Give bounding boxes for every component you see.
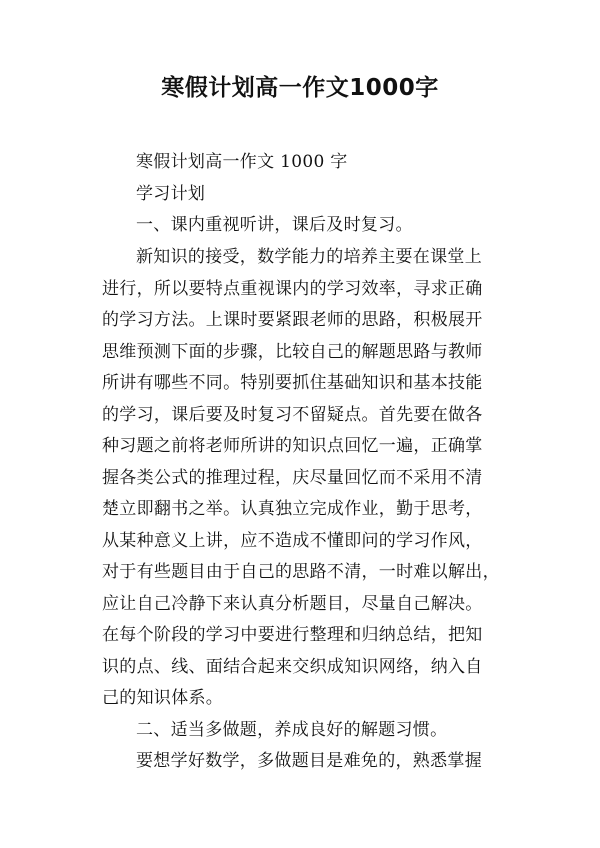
document-title: 寒假计划高一作文1000字 bbox=[161, 75, 439, 101]
body-line: 的学习方法。上课时要紧跟老师的思路，积极展开 bbox=[102, 310, 483, 330]
subtitle-line: 寒假计划高一作文 1000 字 bbox=[136, 152, 348, 172]
body-line: 己的知识体系。 bbox=[102, 688, 224, 708]
body-line: 楚立即翻书之举。认真独立完成作业，勤于思考， bbox=[102, 499, 483, 519]
body-line: 在每个阶段的学习中要进行整理和归纳总结，把知 bbox=[102, 625, 483, 645]
section-heading: 学习计划 bbox=[136, 184, 206, 204]
body-line: 从某种意义上讲，应不造成不懂即问的学习作风， bbox=[102, 531, 483, 551]
body-line: 思维预测下面的步骤，比较自己的解题思路与教师 bbox=[102, 342, 483, 362]
body-line: 所讲有哪些不同。特别要抓住基础知识和基本技能 bbox=[102, 373, 483, 393]
body-line: 握各类公式的推理过程，庆尽量回忆而不采用不清 bbox=[102, 468, 483, 488]
point-heading-1: 一、课内重视听讲，课后及时复习。 bbox=[136, 215, 413, 235]
body-line: 应让自己冷静下来认真分析题目，尽量自己解决。 bbox=[102, 594, 483, 614]
body-line: 要想学好数学，多做题目是难免的，熟悉掌握 bbox=[136, 751, 482, 771]
body-line: 识的点、线、面结合起来交织成知识网络，纳入自 bbox=[102, 657, 483, 677]
body-line: 的学习，课后要及时复习不留疑点。首先要在做各 bbox=[102, 405, 483, 425]
body-line: 种习题之前将老师所讲的知识点回忆一遍，正确掌 bbox=[102, 436, 483, 456]
body-line: 进行，所以要特点重视课内的学习效率，寻求正确 bbox=[102, 279, 483, 299]
point-heading-2: 二、适当多做题，养成良好的解题习惯。 bbox=[136, 720, 448, 740]
body-line: 新知识的接受，数学能力的培养主要在课堂上 bbox=[136, 247, 482, 267]
body-line: 对于有些题目由于自己的思路不清，一时难以解出， bbox=[102, 562, 500, 582]
